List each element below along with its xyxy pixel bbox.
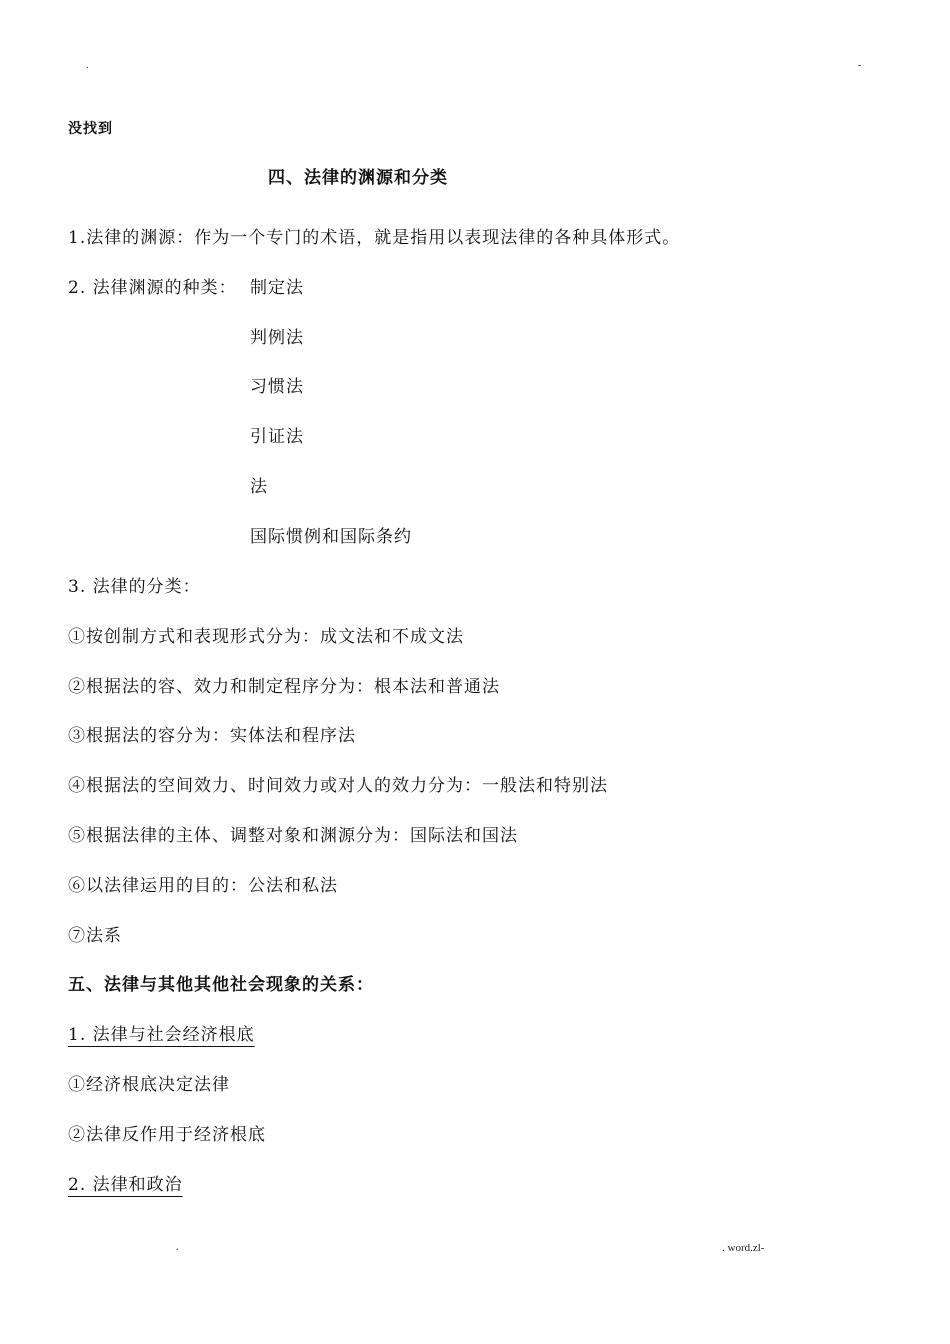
- footer-text: . word.zl-: [722, 1242, 765, 1254]
- section4-title: 四、法律的渊源和分类: [268, 168, 448, 188]
- classification-item: ③根据法的容分为：实体法和程序法: [68, 726, 356, 746]
- paragraph-1: 1.法律的渊源：作为一个专门的术语，就是指用以表现法律的各种具体形式。: [68, 228, 681, 248]
- note-text: 没找到: [68, 121, 113, 137]
- source-item: 国际惯例和国际条约: [250, 527, 412, 547]
- subheading-1-item: ①经济根底决定法律: [68, 1075, 230, 1095]
- classification-item: ④根据法的空间效力、时间效力或对人的效力分为：一般法和特别法: [68, 776, 608, 796]
- footer-left-mark: .: [176, 1242, 179, 1253]
- classification-item: ⑥以法律运用的目的：公法和私法: [68, 876, 338, 896]
- classification-item: ⑤根据法律的主体、调整对象和渊源分为：国际法和国法: [68, 826, 518, 846]
- classification-item: ⑦法系: [68, 926, 122, 946]
- subheading-1-item: ②法律反作用于经济根底: [68, 1125, 266, 1145]
- section5-title: 五、法律与其他其他社会现象的关系：: [68, 975, 374, 995]
- source-item: 制定法: [250, 278, 304, 298]
- classification-item: ①按创制方式和表现形式分为：成文法和不成文法: [68, 627, 464, 647]
- source-item: 习惯法: [250, 377, 304, 397]
- paragraph-2-label: 2. 法律渊源的种类：: [68, 278, 237, 298]
- header-left-mark: .: [86, 60, 89, 71]
- classification-item: ②根据法的容、效力和制定程序分为：根本法和普通法: [68, 677, 500, 697]
- source-item: 判例法: [250, 328, 304, 348]
- section5-subheading-1: 1. 法律与社会经济根底: [68, 1025, 255, 1045]
- source-item: 引证法: [250, 427, 304, 447]
- paragraph-3: 3. 法律的分类：: [68, 577, 201, 597]
- section5-subheading-2: 2. 法律和政治: [68, 1175, 183, 1195]
- source-item: 法: [250, 477, 268, 497]
- header-right-mark: -: [858, 60, 862, 71]
